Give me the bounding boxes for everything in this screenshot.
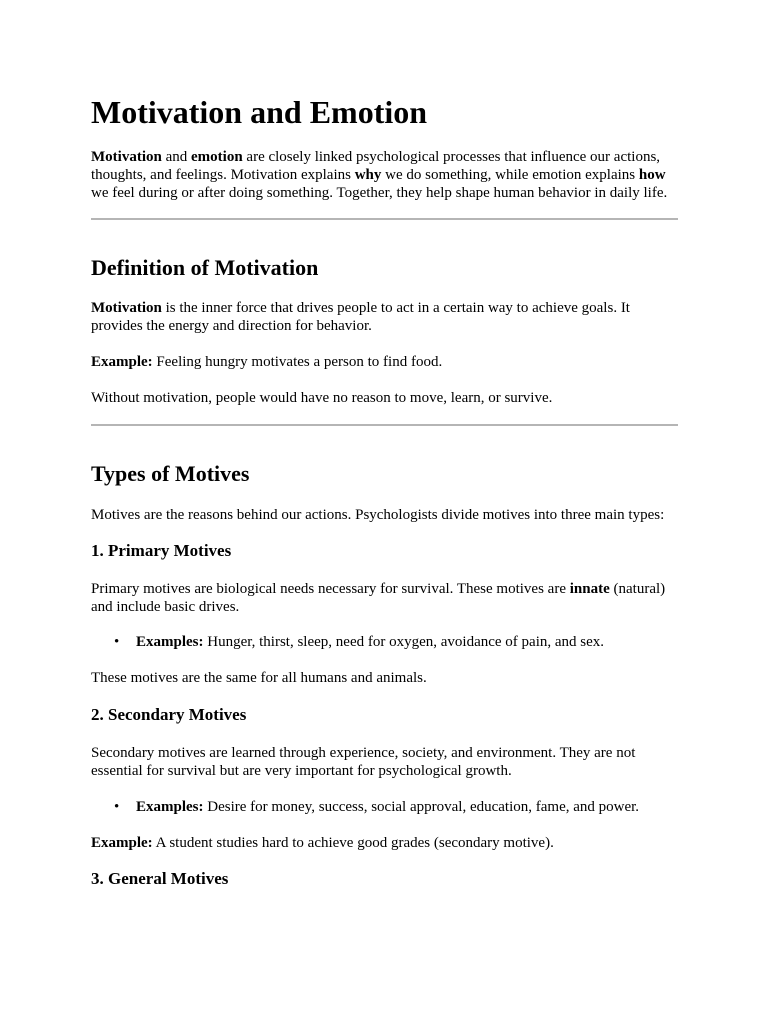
definition-closing: Without motivation, people would have no reason to move, learn, or survive. <box>91 390 553 406</box>
types-intro: Motives are the reasons behind our actions. Psychologists divide motives into three main types: <box>91 507 665 523</box>
intro-text-2: are closely linked psychological processes that influence our actions, thoughts, and feelings. Motivation explains <box>91 149 661 183</box>
definition-term: Motivation <box>91 300 162 316</box>
example-label: Example: <box>91 354 153 370</box>
intro-term-how: how <box>638 167 666 183</box>
general-motives-heading: 3. General Motives <box>91 869 229 888</box>
definition-heading: Definition of Motivation <box>91 255 319 280</box>
definition-example <box>91 353 679 371</box>
bullet-text: Hunger, thirst, sleep, need for oxygen, avoidance of pain, and sex. <box>203 634 605 650</box>
intro-paragraph <box>91 148 679 202</box>
bullet-label: Examples: <box>136 799 204 815</box>
example-text: A student studies hard to achieve good grades (secondary motive). <box>152 835 554 851</box>
secondary-motives-paragraph: Secondary motives are learned through experience, society, and environment. They are not essential for survival but are very important for psychological growth. <box>91 745 636 779</box>
example-text: Feeling hungry motivates a person to find food. <box>152 354 443 370</box>
bullet-marker: • <box>114 634 120 650</box>
primary-closing: These motives are the same for all humans and animals. <box>91 670 427 686</box>
primary-motives-heading: 1. Primary Motives <box>91 541 232 560</box>
secondary-examples-item <box>136 798 676 816</box>
intro-term-motivation: Motivation <box>91 149 162 165</box>
divider <box>91 424 678 426</box>
definition-paragraph <box>91 299 679 335</box>
types-heading: Types of Motives <box>91 461 250 486</box>
primary-motives-paragraph <box>91 580 679 616</box>
primary-term-innate: innate <box>569 581 610 597</box>
bullet-marker: • <box>114 799 120 815</box>
example-label: Example: <box>91 835 153 851</box>
bullet-label: Examples: <box>136 634 204 650</box>
definition-text: is the inner force that drives people to act in a certain way to achieve goals. It provides the energy and direction for behavior. <box>91 300 630 334</box>
primary-text-2: (natural) and include basic drives. <box>91 581 666 615</box>
primary-examples-item <box>136 633 676 651</box>
divider <box>91 218 678 220</box>
page-title: Motivation and Emotion <box>91 94 428 130</box>
intro-text-4: we feel during or after doing something. Together, they help shape human behavior in daily life. <box>91 185 668 201</box>
intro-term-emotion: emotion <box>191 149 243 165</box>
secondary-example <box>91 834 679 852</box>
intro-text-3: we do something, while emotion explains <box>381 167 639 183</box>
secondary-motives-heading: 2. Secondary Motives <box>91 705 247 724</box>
bullet-text: Desire for money, success, social approval, education, fame, and power. <box>203 799 640 815</box>
intro-term-why: why <box>354 167 382 183</box>
primary-text-1: Primary motives are biological needs necessary for survival. These motives are <box>91 581 570 597</box>
intro-text-1: and <box>161 149 191 165</box>
